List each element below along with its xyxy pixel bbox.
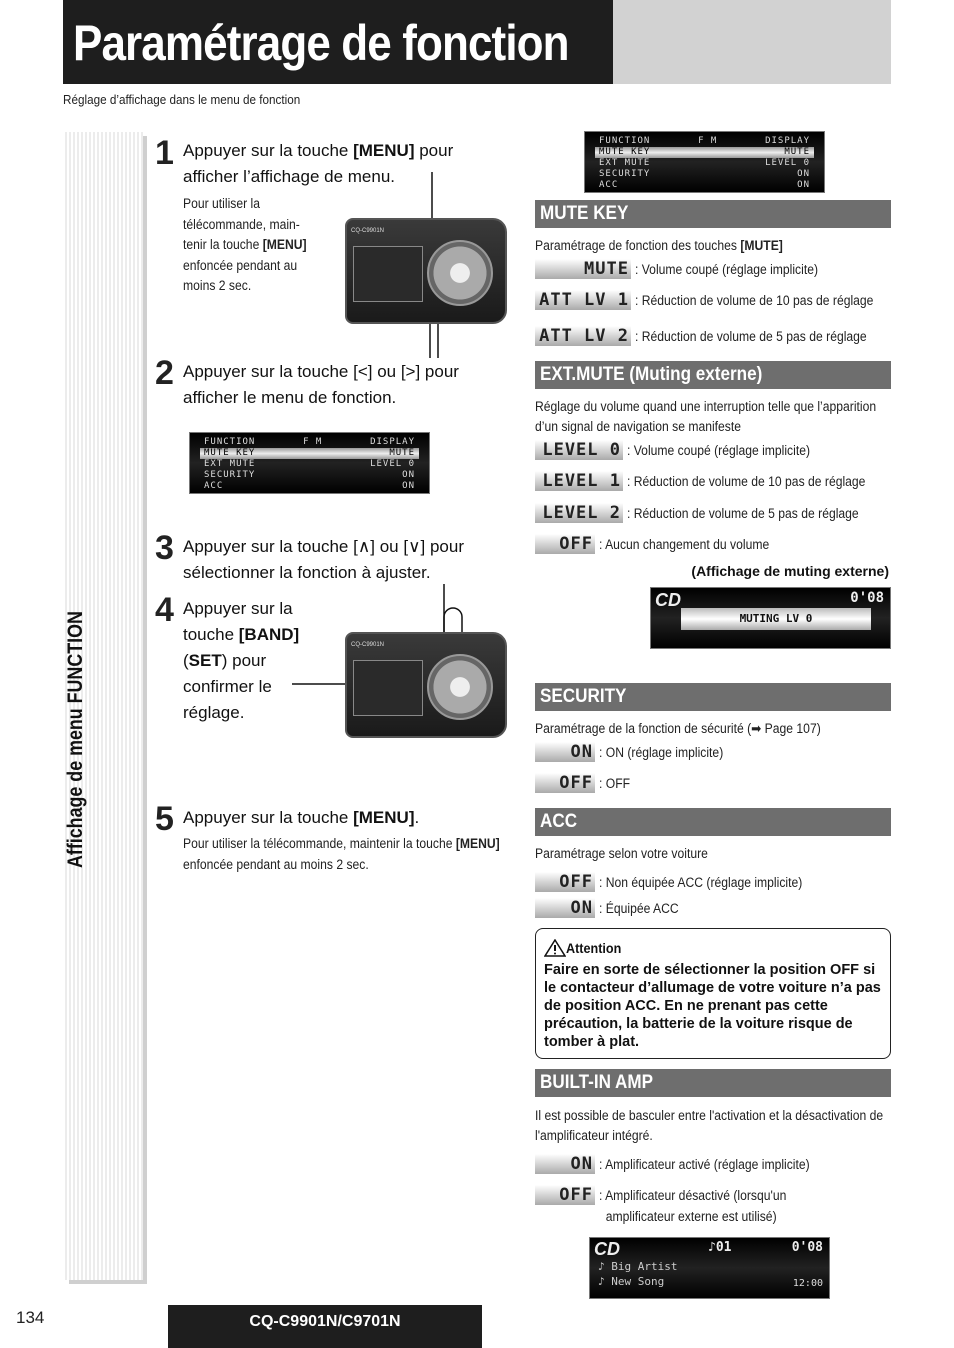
ext-mute-option: LEVEL 0 : Volume coupé (réglage implicite) bbox=[535, 440, 830, 460]
security-intro: Paramétrage de la fonction de sécurité (➡ Page 107) bbox=[535, 721, 821, 736]
step-5-text: Appuyer sur la touche [MENU]. bbox=[183, 808, 420, 827]
step-3-number: 3 bbox=[155, 529, 174, 567]
attention-box bbox=[535, 928, 891, 1059]
step-1-note: Pour utiliser la télécommande, main-tenir la touche [MENU] enfoncée pendant au moins 2 sec. bbox=[183, 196, 307, 293]
step-2-text: Appuyer sur la touche [<] ou [>] pour afficher le menu de fonction. bbox=[183, 362, 459, 407]
step-5-number: 5 bbox=[155, 800, 174, 838]
section-built-in-amp-title: BUILT-IN AMP bbox=[535, 1069, 891, 1097]
mute-key-option: ATT LV 2 : Réduction de volume de 5 pas de réglage bbox=[535, 326, 892, 346]
lcd-muting-display: CD 0'08 MUTING LV 0 bbox=[650, 587, 891, 649]
step-5-note: Pour utiliser la télécommande, maintenir la touche [MENU] enfoncée pendant au moins 2 sec. bbox=[183, 836, 500, 872]
built-in-amp-option: OFF : Amplificateur désactivé (lorsqu'un amplificateur externe est utilisé) bbox=[535, 1185, 807, 1227]
attention-title: Attention bbox=[566, 940, 622, 956]
mute-key-option: MUTE : Volume coupé (réglage implicite) bbox=[535, 259, 838, 279]
page-title-block bbox=[63, 0, 613, 84]
sidebar-label: Affichage de menu FUNCTION bbox=[64, 611, 87, 868]
lcd-function-menu-1: FUNCTION F M DISPLAY MUTE KEY MUTE EXT MUTE LEVEL 0 SECURITY ON ACC ON bbox=[189, 432, 430, 494]
model-number: CQ-C9901N/C9701N bbox=[168, 1305, 482, 1348]
warning-icon bbox=[544, 939, 566, 957]
ext-mute-caption: (Affichage de muting externe) bbox=[691, 563, 889, 579]
mute-key-option: ATT LV 1 : Réduction de volume de 10 pas de réglage bbox=[535, 290, 900, 310]
lcd-cd-display: CD ♪01 0'08 ♪ Big Artist ♪ New Song 12:00 bbox=[589, 1237, 830, 1299]
section-mute-key-title: MUTE KEY bbox=[535, 200, 891, 228]
step-4-number: 4 bbox=[155, 591, 174, 629]
built-in-amp-intro: Il est possible de basculer entre l'activation et la désactivation de l'amplificateur intégré. bbox=[535, 1108, 884, 1143]
step-1-text: Appuyer sur la touche [MENU] pour afficher l’affichage de menu. bbox=[183, 141, 454, 186]
lcd-function-menu-2: FUNCTION F M DISPLAY MUTE KEY MUTE EXT MUTE LEVEL 0 SECURITY ON ACC ON bbox=[584, 131, 825, 193]
security-option: ON : ON (réglage implicite) bbox=[535, 742, 737, 762]
acc-option: OFF : Non équipée ACC (réglage implicite) bbox=[535, 872, 825, 892]
page-number: 134 bbox=[16, 1308, 45, 1327]
attention-body: Faire en sorte de sélectionner la position OFF si le contacteur d’allumage de votre voiture n’a pas de position ACC. En ne prenant pas cette précaution, la batterie de la voiture risque de tomber à plat. bbox=[544, 962, 881, 1050]
step-3-text: Appuyer sur la touche [∧] ou [∨] pour sélectionner la fonction à ajuster. bbox=[183, 537, 464, 582]
mute-key-intro: Paramétrage de fonction des touches [MUTE] bbox=[535, 238, 783, 253]
ext-mute-option: OFF : Aucun changement du volume bbox=[535, 534, 788, 554]
security-option: OFF : OFF bbox=[535, 773, 634, 793]
ext-mute-option: LEVEL 1 : Réduction de volume de 10 pas de réglage bbox=[535, 471, 892, 491]
step-1-number: 1 bbox=[155, 134, 174, 172]
section-acc-title: ACC bbox=[535, 808, 891, 836]
acc-intro: Paramétrage selon votre voiture bbox=[535, 846, 708, 861]
page-title: Paramétrage de fonction bbox=[73, 15, 569, 71]
head-unit-image-1: CQ-C9901N bbox=[345, 218, 507, 324]
ext-mute-intro: Réglage du volume quand une interruption telle que l’apparition d’un signal de navigation se manifeste bbox=[535, 399, 877, 434]
built-in-amp-option: ON : Amplificateur activé (réglage implicite) bbox=[535, 1154, 833, 1174]
step-4-text: Appuyer sur la touche [BAND] (SET) pour confirmer le réglage. bbox=[183, 599, 300, 722]
head-unit-image-2: CQ-C9901N bbox=[345, 632, 507, 738]
section-ext-mute-title: EXT.MUTE (Muting externe) bbox=[535, 361, 891, 389]
step-2-number: 2 bbox=[155, 354, 174, 392]
section-security-title: SECURITY bbox=[535, 683, 891, 711]
acc-option: ON : Équipée ACC bbox=[535, 898, 688, 918]
ext-mute-option: LEVEL 2 : Réduction de volume de 5 pas de réglage bbox=[535, 503, 884, 523]
page-subtitle: Réglage d’affichage dans le menu de fonction bbox=[63, 92, 301, 107]
